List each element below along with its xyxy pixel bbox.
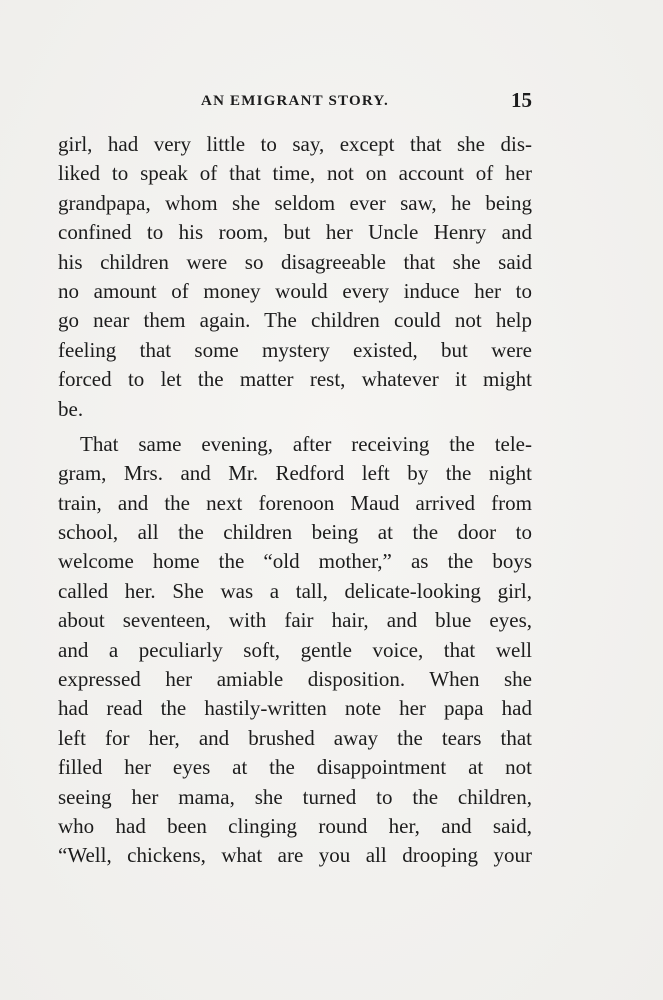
text-line: seeing her mama, she turned to the children, [58,784,532,809]
paragraph-1 [58,130,532,424]
page-number: 15 [511,88,532,112]
text-line: no amount of money would every induce her to [58,278,532,303]
text-line: confined to his room, but her Uncle Henry and [58,220,532,245]
running-header [58,88,532,118]
text-line: called her. She was a tall, delicate-looking girl, [58,578,532,603]
text-line: welcome home the “old mother,” as the boys [58,549,532,574]
text-line: That same evening, after receiving the tele- [80,431,532,456]
text-line: gram, Mrs. and Mr. Redford left by the night [58,461,532,486]
text-line: about seventeen, with fair hair, and blue eyes, [58,608,532,633]
text-line: school, all the children being at the door to [58,520,532,545]
text-line: liked to speak of that time, not on account of her [58,161,532,186]
text-line: feeling that some mystery existed, but were [58,337,532,362]
text-line: who had been clinging round her, and said, [58,813,532,838]
text-line: go near them again. The children could not help [58,308,532,333]
text-line: and a peculiarly soft, gentle voice, that well [58,637,532,662]
text-line: be. [58,396,84,421]
text-line: girl, had very little to say, except that she dis- [58,132,532,156]
text-line: his children were so disagreeable that she said [58,249,532,274]
text-line: expressed her amiable disposition. When she [58,667,532,692]
text-line: train, and the next forenoon Maud arrived from [58,490,532,515]
text-line: grandpapa, whom she seldom ever saw, he being [58,190,532,215]
running-title: AN EMIGRANT STORY. [201,93,389,109]
text-line: forced to let the matter rest, whatever it might [58,367,532,392]
text-line: left for her, and brushed away the tears that [58,725,532,750]
text-line: filled her eyes at the disappointment at not [58,755,532,780]
body-text [58,130,532,871]
text-line: “Well, chickens, what are you all drooping your [58,843,532,868]
text-line: had read the hastily-written note her papa had [58,696,532,721]
paragraph-2 [58,430,532,871]
